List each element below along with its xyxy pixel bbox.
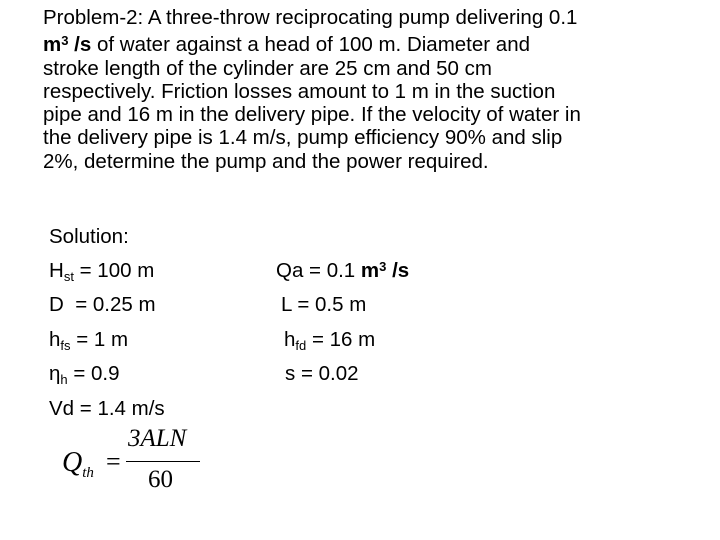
given-vd: Vd = 1.4 m/s [49,397,165,420]
problem-line-2-text: of water against a head of 100 m. Diameter and [96,33,531,57]
solution-heading: Solution: [49,225,129,248]
flow-unit: $m^3$ /s [43,33,92,57]
problem-line-3: stroke length of the cylinder are 25 cm and 50 cm [43,56,492,80]
formula-denominator: 60 [148,466,173,493]
theoretical-discharge-formula [62,425,222,501]
given-hfs: $h_{fs} = 1$ m [49,328,129,353]
problem-line-1: Problem-2: A three-throw reciprocating pump delivering 0.1 [43,6,578,29]
given-stroke-length: L = 0.5 m [281,293,367,316]
problem-statement [43,6,703,173]
given-hfd: $h_{fd} = 16$ m [284,328,376,353]
fraction-bar [126,461,200,462]
qa-unit: $m^3$ /s [360,259,410,282]
given-efficiency: $\eta_h = 0.9$ [49,362,120,387]
problem-line-5: pipe and 16 m in the delivery pipe. If the velocity of water in [43,103,581,127]
given-hst: $H_{st} = 100$ m [49,259,155,284]
problem-line-4: respectively. Friction losses amount to 1 m in the suction [43,79,556,103]
formula-equals: = [106,447,121,476]
problem-line-6: the delivery pipe is 1.4 m/s, pump efficiency 90% and slip [43,126,563,150]
given-diameter: D = 0.25 m [49,293,156,316]
formula-lhs: $Q_{th}$ [62,447,94,481]
formula-numerator: 3ALN [128,425,187,452]
given-slip: s = 0.02 [285,362,359,385]
given-qa: Qa = 0.1 $m^3$ /s [276,259,410,282]
problem-line-2 [43,29,703,56]
problem-line-7: 2%, determine the pump and the power required. [43,149,489,173]
